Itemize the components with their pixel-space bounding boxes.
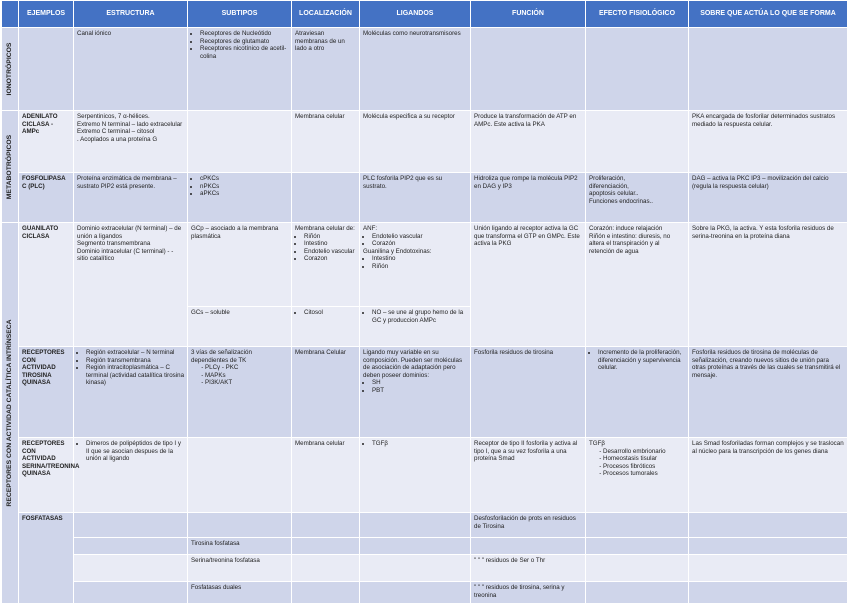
text-line: Riñón e intestino: diuresis, no altera el transpiración y al retención de agua: [589, 232, 671, 255]
header-sobre: SOBRE QUE ACTÚA LO QUE SE FORMA: [689, 1, 848, 28]
cell-estructura: [74, 111, 188, 173]
cell-estructura: [74, 538, 188, 555]
row-tirosina: [2, 347, 848, 438]
cell-ejemplo: RECEPTORES CON ACTIVIDAD TIROSINA QUINASA: [19, 347, 74, 438]
cell-subtipos: [188, 513, 292, 538]
cell-efecto: [586, 538, 689, 555]
cell-estructura: [74, 438, 188, 513]
cell-ejemplo: FOSFOLIPASA C (PLC): [19, 173, 74, 223]
row-fosfatasas: [2, 513, 848, 538]
cell-sobre: PKA encargada de fosforilar determinados sustratos mediado la respuesta celular.: [689, 111, 848, 173]
cell-sobre: Sobre la PKG, la activa. Y esta fosforila residuos de serina-treonina en la proteína diana: [689, 223, 848, 347]
cell-efecto: [586, 111, 689, 173]
text-line: Funciones endocrinas..: [589, 197, 653, 205]
cell-funcion: " " " residuos de Ser o Thr: [471, 555, 586, 582]
list-item: • cPKCs: [200, 175, 288, 183]
cell-subtipos: Fosfatasas duales: [188, 582, 292, 604]
list-item: • Región extracelular – N terminal: [86, 349, 184, 357]
row-serina: [2, 438, 848, 513]
text-line: Dominio intracelular (C terminal) - - sitio catalítico: [77, 247, 174, 263]
list-item: • Endotelio vascular: [304, 248, 356, 256]
cell-sobre: Las Smad fosforiladas forman complejos y se traslocan al núcleo para la transcripción de los genes diana: [689, 438, 848, 513]
list-item: - PLCγ - PKC: [205, 364, 288, 372]
cell-sobre: [689, 582, 848, 604]
row-fosfatasas: [2, 582, 848, 604]
cell-efecto: [586, 513, 689, 538]
cell-ligandos: PLC fosforila PIP2 que es su sustrato.: [360, 173, 471, 223]
cell-ligandos: [360, 438, 471, 513]
list-item: • Región intracitoplasmática – C terminal (actividad catalítica tirosina kinasa): [86, 364, 184, 387]
cell-estructura: [74, 555, 188, 582]
cell-subtipos: Serina/treonina fosfatasa: [188, 555, 292, 582]
row-adenilato: [2, 111, 848, 173]
cell-localizacion: Atraviesan membranas de un lado a otro: [292, 28, 360, 111]
text-line: . Acoplados a una proteína G: [77, 135, 158, 143]
text-line: 3 vías de señalización dependientes de TK: [191, 349, 252, 364]
row-ionotropicos: [2, 28, 848, 111]
list-item: • Receptores de glutamato: [200, 38, 288, 46]
receptor-table: [1, 0, 848, 604]
cell-localizacion: Membrana celular: [292, 111, 360, 173]
text-line: apoptosis celular..: [589, 190, 639, 198]
cell-estructura: Canal iónico: [74, 28, 188, 111]
cell-efecto: [586, 223, 689, 347]
cell-ligandos: [360, 513, 471, 538]
list-item: - Desarrollo embrionario: [603, 448, 685, 456]
list-item: • TGFβ: [372, 440, 467, 448]
list-item: - PI3K/AKT: [205, 379, 288, 387]
header-estructura: ESTRUCTURA: [74, 1, 188, 28]
list-item: • Endotelio vascular: [372, 233, 467, 241]
cell-funcion: [471, 538, 586, 555]
cell-sobre: DAG – activa la PKC IP3 – movilización del calcio (regula la respuesta celular): [689, 173, 848, 223]
cell-estructura: [74, 347, 188, 438]
cell-funcion: [471, 28, 586, 111]
header-ligandos: LIGANDOS: [360, 1, 471, 28]
cell-funcion: " " " residuos de tirosina, serina y treonina: [471, 582, 586, 604]
cell-subtipos: [188, 347, 292, 438]
cell-localizacion: [292, 513, 360, 538]
list-item: - Procesos tumorales: [603, 470, 685, 478]
list-item: • Incremento de la proliferación, diferenciación y supervivencia celular.: [598, 349, 685, 372]
cell-funcion: Produce la transformación de ATP en AMPc. Este activa la PKA: [471, 111, 586, 173]
cell-localizacion: Membrana Celular: [292, 347, 360, 438]
category-label: METABOTRÓPICOS: [6, 134, 14, 199]
cell-efecto: [586, 28, 689, 111]
header-funcion: FUNCIÓN: [471, 1, 586, 28]
cell-ligandos: [360, 347, 471, 438]
text-line: diferenciación,: [589, 182, 629, 190]
cell-ligandos: [360, 307, 471, 347]
cell-ligandos: [360, 538, 471, 555]
text-line: Membrana celular de:: [295, 225, 355, 232]
cell-efecto: [586, 582, 689, 604]
cell-estructura: [74, 582, 188, 604]
text-line: Segmento transmembrana: [77, 240, 151, 248]
cell-subtipos: [188, 111, 292, 173]
cell-estructura: [74, 513, 188, 538]
cell-localizacion: [292, 555, 360, 582]
cell-ligandos: [360, 555, 471, 582]
list-item: • aPKCs: [200, 190, 288, 198]
cell-subtipos: GCs – soluble: [188, 307, 292, 347]
list-item: • Riñón: [372, 263, 467, 271]
list-item: • nPKCs: [200, 183, 288, 191]
cell-sobre: Fosforila residuos de tirosina de moléculas de señalización, creando nuevos sitios de unión para otras proteínas a través de las cuales se transmitirá el mensaje.: [689, 347, 848, 438]
cell-localizacion: [292, 582, 360, 604]
cell-localizacion: [292, 223, 360, 307]
list-item: • Intestino: [372, 255, 467, 263]
list-item: • Dimeros de polipéptidos de tipo I y II que se asocian despues de la unión al ligando: [86, 440, 184, 463]
text-line: TGFβ: [589, 440, 605, 447]
cell-efecto: [586, 438, 689, 513]
text-line: Proliferación,: [589, 175, 626, 182]
cell-ejemplo: [19, 28, 74, 111]
cell-localizacion: [292, 173, 360, 223]
cell-subtipos: [188, 438, 292, 513]
cell-subtipos: [188, 173, 292, 223]
cell-ligandos: [360, 223, 471, 307]
category-metabotropicos: [2, 111, 19, 223]
cell-efecto: [586, 555, 689, 582]
list-item: • PBT: [372, 387, 467, 395]
cell-estructura: Proteína enzimática de membrana – sustrato PIP2 está presente.: [74, 173, 188, 223]
category-ionotropicos: [2, 28, 19, 111]
cell-subtipos: Tirosina fosfatasa: [188, 538, 292, 555]
cell-sobre: [689, 555, 848, 582]
header-efecto: EFECTO FISIOLÓGICO: [586, 1, 689, 28]
cell-estructura: [74, 223, 188, 347]
cell-localizacion: Membrana celular: [292, 438, 360, 513]
cell-funcion: Receptor de tipo II fosforila y activa al tipo I, que a su vez fosforila a una proteína Smad: [471, 438, 586, 513]
cell-ligandos: Molécula especifica a su receptor: [360, 111, 471, 173]
list-item: - Homeostasis tisular: [603, 455, 685, 463]
list-item: - Procesos fibróticos: [603, 463, 685, 471]
cell-sobre: [689, 538, 848, 555]
cell-localizacion: [292, 538, 360, 555]
cell-funcion: Fosforila residuos de tirosina: [471, 347, 586, 438]
cell-ligandos: Moléculas como neurotransmisores: [360, 28, 471, 111]
header-localizacion: LOCALIZACIÓN: [292, 1, 360, 28]
header-row: [2, 1, 848, 28]
list-item: • Corazón: [372, 240, 467, 248]
category-label: RECEPTORES CON ACTIVIDAD CATALÍTICA INTRÍNSECA: [6, 319, 14, 507]
cell-funcion: Unión ligando al receptor activa la GC que transforma el GTP en GMPc. Este activa la PKG: [471, 223, 586, 347]
text-line: Extremo C terminal – citosol: [77, 128, 155, 136]
cell-ligandos: [360, 582, 471, 604]
cell-sobre: [689, 513, 848, 538]
header-ejemplos: EJEMPLOS: [19, 1, 74, 28]
list-item: • SH: [372, 379, 467, 387]
list-item: • Receptores nicotínico de acetil-colina: [200, 45, 288, 60]
text-line: Dominio extracelular (N terminal) – de unión a ligandos: [77, 225, 182, 240]
list-item: • Riñón: [304, 233, 356, 241]
header-subtipos: SUBTIPOS: [188, 1, 292, 28]
cell-efecto: [586, 173, 689, 223]
row-fosfatasas: [2, 555, 848, 582]
cell-localizacion: [292, 307, 360, 347]
header-cell: [2, 1, 19, 28]
text-line: Extremo N terminal – lado extracelular: [77, 120, 183, 128]
list-item: • Receptores de Nucleótido: [200, 30, 288, 38]
list-item: • Corazon: [304, 255, 356, 263]
text-line: Serpentinicos, 7 α-hélices.: [77, 113, 150, 120]
cell-efecto: [586, 347, 689, 438]
cell-funcion: Hidroliza que rompe la molécula PIP2 en DAG y IP3: [471, 173, 586, 223]
cell-subtipos: GCp – asociado a la membrana plasmática: [188, 223, 292, 307]
cell-sobre: [689, 28, 848, 111]
cell-subtipos: [188, 28, 292, 111]
text-line: Corazón: induce relajación: [589, 225, 663, 232]
category-catalitica: [2, 223, 19, 604]
cell-ejemplo: ADENILATO CICLASA - AMPc: [19, 111, 74, 173]
list-item: • Región transmembrana: [86, 357, 184, 365]
list-item: • Citosol: [304, 309, 356, 317]
cell-ejemplo: RECEPTORES CON ACTIVIDAD SERINA/TREONINA QUINASA: [19, 438, 74, 513]
text-line: Ligando muy variable en su composición. Pueden ser moléculas de asociación de adaptación pero deben poseer dominios:: [363, 349, 463, 379]
text-line: Guanilina y Endotoxinas:: [363, 247, 432, 255]
list-item: - MAPKs: [205, 372, 288, 380]
row-fosfatasas: [2, 538, 848, 555]
cell-ejemplo: GUANILATO CICLASA: [19, 223, 74, 347]
cell-funcion: Desfosforilación de prots en residuos de Tirosina: [471, 513, 586, 538]
list-item: • Intestino: [304, 240, 356, 248]
row-fosfolipasa: [2, 173, 848, 223]
list-item: • NO – se une al grupo hemo de la GC y produccion AMPc: [372, 309, 467, 324]
cell-ejemplo: FOSFATASAS: [19, 513, 74, 604]
category-label: IONOTRÓPICOS: [6, 42, 14, 96]
row-guanilato: [2, 223, 848, 307]
text-line: ANF:: [363, 225, 378, 232]
